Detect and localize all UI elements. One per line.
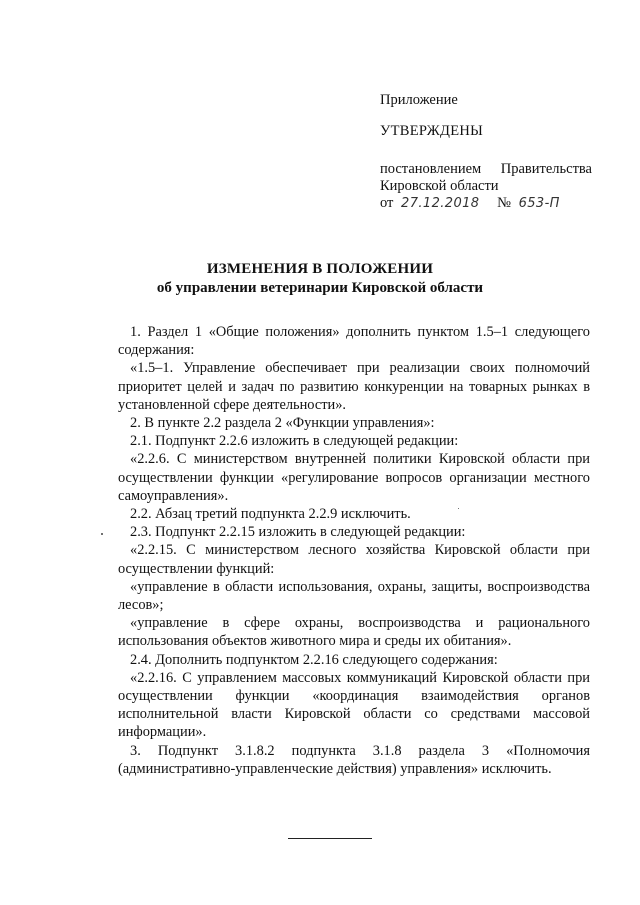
paragraph: «2.2.6. С министерством внутренней политики Кировской области при осуществлении функции «регулирование вопросов организации местного самоуправления». xyxy=(118,451,590,504)
date-prefix: от xyxy=(380,195,394,211)
paragraph: 1. Раздел 1 «Общие положения» дополнить пунктом 1.5–1 следующего содержания: xyxy=(118,324,590,359)
paragraph: 3. Подпункт 3.1.8.2 подпункта 3.1.8 раздела 3 «Полномочия (административно-управленческие действия) управления» исключить. xyxy=(118,742,590,777)
end-divider xyxy=(288,838,372,839)
decree-line-2: Кировской области xyxy=(380,178,499,194)
decree-word-1: постановлением xyxy=(380,161,482,177)
decree-date-line xyxy=(380,195,605,212)
paragraph: 2. В пункте 2.2 раздела 2 «Функции управления»: xyxy=(130,415,435,432)
paragraph: «1.5–1. Управление обеспечивает при реализации своих полномочий приоритет целей и задач по развитию конкуренции на товарных рынках в установленной сфере деятельности». xyxy=(118,360,590,413)
approval-block xyxy=(380,92,605,212)
paragraph: «2.2.15. С министерством лесного хозяйства Кировской области при осуществлении функций: xyxy=(118,542,590,577)
document-body xyxy=(118,323,590,778)
paragraph: «управление в области использования, охраны, защиты, воспроизводства лесов»; xyxy=(118,578,590,614)
number-sign: № xyxy=(497,195,511,211)
paragraph: «управление в сфере охраны, воспроизводства и рационального использования объектов животного мира и среды их обитания». xyxy=(118,615,590,650)
scan-speck xyxy=(101,533,103,535)
paragraph: 2.4. Дополнить подпунктом 2.2.16 следующего содержания: xyxy=(130,651,498,668)
paragraph: 2.2. Абзац третий подпункта 2.2.9 исключить. xyxy=(130,506,411,523)
title-line-2: об управлении ветеринарии Кировской области xyxy=(156,280,484,296)
paragraph: 2.3. Подпункт 2.2.15 изложить в следующей редакции: xyxy=(130,524,466,541)
paragraph: 2.1. Подпункт 2.2.6 изложить в следующей редакции: xyxy=(130,433,459,450)
title-line-1: ИЗМЕНЕНИЯ В ПОЛОЖЕНИИ xyxy=(206,261,434,277)
document-title xyxy=(0,260,640,298)
appendix-label: Приложение xyxy=(380,92,458,108)
paragraph: «2.2.16. С управлением массовых коммуникаций Кировской области при осуществлении функции «координация взаимодействия органов исполнительной власти Кировской области со средствами массовой информации». xyxy=(118,669,590,741)
handwritten-date: 27.12.2018 xyxy=(401,196,480,211)
handwritten-number: 653-П xyxy=(518,196,560,211)
decree-line-1 xyxy=(380,161,592,178)
scan-speck xyxy=(458,508,459,509)
approved-label: УТВЕРЖДЕНЫ xyxy=(380,123,484,139)
decree-word-2: Правительства xyxy=(500,161,592,177)
